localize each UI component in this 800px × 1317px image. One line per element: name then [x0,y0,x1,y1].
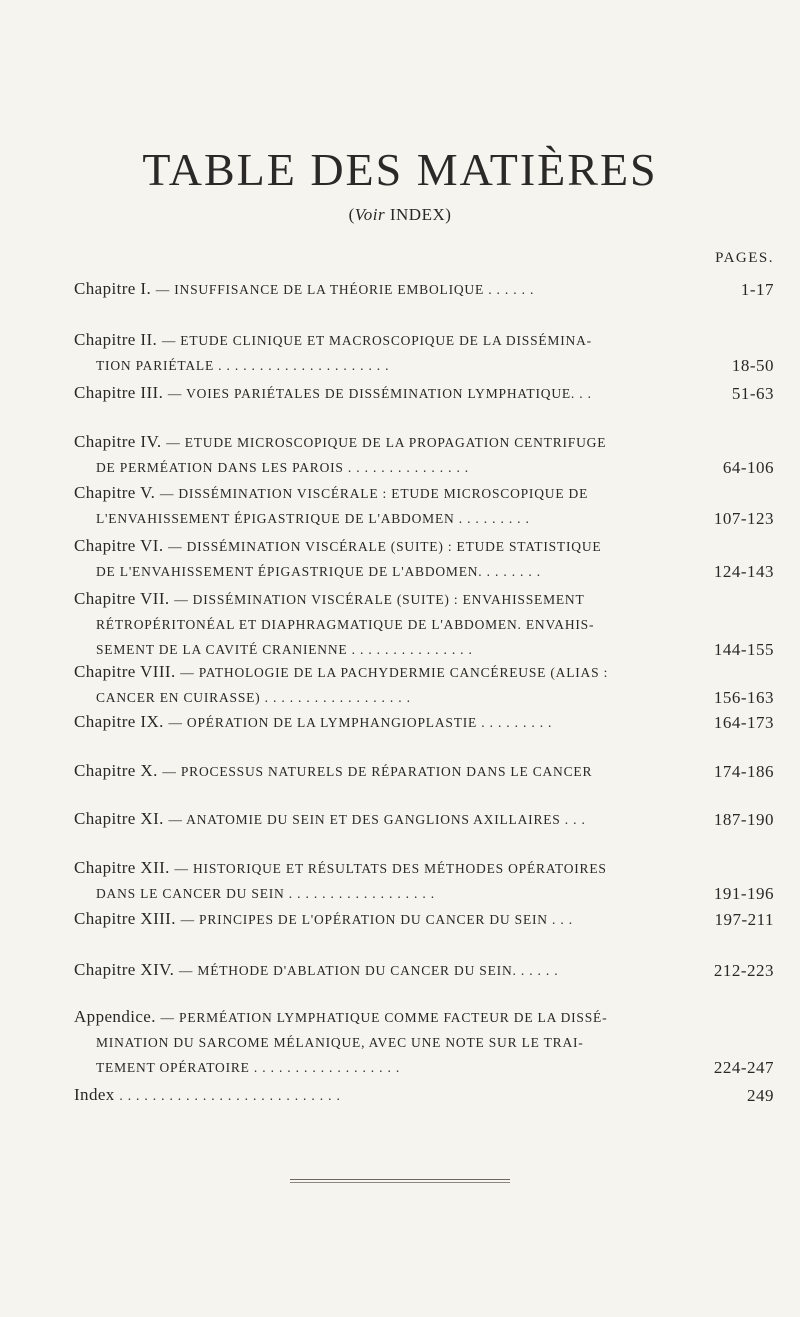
toc-entry-text: TION PARIÉTALE . . . . . . . . . . . . . . . . . . . . . [96,358,390,373]
toc-entry-text: DE L'ENVAHISSEMENT ÉPIGASTRIQUE DE L'ABDOMEN. . . . . . . . [96,564,541,579]
toc-entry-head: Chapitre XII. [74,858,175,877]
toc-entry-line [74,806,774,832]
toc-entry-text: . . . . . . . . . . . . . . . . . . . . . . . . . . . [119,1088,341,1103]
toc-entry-line [74,559,774,584]
toc-entry-text: — VOIES PARIÉTALES DE DISSÉMINATION LYMPHATIQUE. . . [167,386,592,401]
toc-entry-text: — PERMÉATION LYMPHATIQUE COMME FACTEUR DE LA DISSÉ- [160,1010,608,1025]
toc-entry-text: — DISSÉMINATION VISCÉRALE : ETUDE MICROSCOPIQUE DE [159,486,589,501]
toc-entry-pages: 124-143 [713,562,774,581]
toc-entry-pages: 212-223 [713,961,774,980]
toc-entry [74,327,774,378]
toc-entry [74,429,774,480]
toc-entry-text: CANCER EN CUIRASSE) . . . . . . . . . . . . . . . . . . [96,690,411,705]
toc-entry-line [74,1030,774,1055]
toc-entry-text: — INSUFFISANCE DE LA THÉORIE EMBOLIQUE . . . . . . [155,282,535,297]
toc-entry-text: RÉTROPÉRITONÉAL ET DIAPHRAGMATIQUE DE L'ABDOMEN. ENVAHIS- [96,617,595,632]
toc-entry-pages: 191-196 [713,884,774,903]
subtitle-index: INDEX) [385,205,452,224]
toc-entry-line [74,1082,774,1108]
toc-entry-text: — ETUDE MICROSCOPIQUE DE LA PROPAGATION CENTRIFUGE [166,435,607,450]
toc-entry-head: Chapitre IV. [74,432,167,451]
toc-entry [74,659,774,710]
toc-entry-text: — DISSÉMINATION VISCÉRALE (SUITE) : ENVAHISSEMENT [174,592,585,607]
toc-entry-line [74,455,774,480]
toc-entry-line [74,685,774,710]
toc-entry-head: Chapitre III. [74,383,168,402]
toc-entry-text: — ANATOMIE DU SEIN ET DES GANGLIONS AXILLAIRES . . . [168,812,586,827]
toc-entry-pages: 174-186 [713,762,774,781]
toc-entry-line [74,855,774,881]
toc-entry-pages: 107-123 [713,509,774,528]
toc-entry-head: Chapitre VIII. [74,662,181,681]
toc-entry-pages: 144-155 [713,640,774,659]
toc-entry-pages: 1-17 [740,280,774,299]
toc-entry-line [74,429,774,455]
toc-entry-pages: 197-211 [714,910,774,929]
toc-entry [74,758,774,784]
toc-entry [74,709,774,735]
toc-entry-line [74,353,774,378]
toc-entry-pages: 51-63 [731,384,774,403]
toc-entry-text: — PROCESSUS NATURELS DE RÉPARATION DANS LE CANCER [162,764,593,779]
toc-entry-line [74,533,774,559]
toc-entry-text: DANS LE CANCER DU SEIN . . . . . . . . . . . . . . . . . . [96,886,435,901]
toc-entry-line [74,276,774,302]
toc-entry-pages: 164-173 [713,713,774,732]
toc-entry [74,906,774,932]
toc-entry-text: — ETUDE CLINIQUE ET MACROSCOPIQUE DE LA DISSÉMINA- [161,333,592,348]
toc-entry-line [74,881,774,906]
toc-entry-text: — HISTORIQUE ET RÉSULTATS DES MÉTHODES OPÉRATOIRES [174,861,607,876]
toc-entry [74,276,774,302]
toc-entry-line [74,1004,774,1030]
toc-entry-line [74,659,774,685]
toc-entry-head: Index [74,1085,120,1104]
toc-entry-text: DE PERMÉATION DANS LES PAROIS . . . . . . . . . . . . . . . [96,460,469,475]
toc-entry-text: — DISSÉMINATION VISCÉRALE (SUITE) : ETUDE STATISTIQUE [168,539,602,554]
toc-entry-text: — PATHOLOGIE DE LA PACHYDERMIE CANCÉREUSE (ALIAS : [180,665,609,680]
toc-entry [74,855,774,906]
toc-entry-line [74,612,774,637]
toc-entry-line [74,1055,774,1080]
toc-entry-line [74,380,774,406]
pages-column-header: PAGES. [715,250,774,266]
toc-entry [74,533,774,584]
toc-entry-head: Chapitre X. [74,761,163,780]
closing-rule [290,1179,510,1180]
toc-entry-pages: 156-163 [713,688,774,707]
toc-entry [74,480,774,531]
toc-entry-pages: 187-190 [713,810,774,829]
toc-entry-pages: 249 [747,1086,774,1105]
toc-entry-pages: 18-50 [731,356,774,375]
page-title: TABLE DES MATIÈRES [142,144,658,195]
toc-entry [74,586,774,662]
toc-entry-line [74,957,774,983]
toc-entry [74,1082,774,1108]
toc-entry-line [74,906,774,932]
toc-entry-text: — PRINCIPES DE L'OPÉRATION DU CANCER DU SEIN . . . [180,912,573,927]
toc-entry [74,1004,774,1080]
toc-entry-line [74,758,774,784]
toc-entry-line [74,480,774,506]
closing-rule-second [290,1182,510,1183]
toc-entry-pages: 64-106 [722,458,774,477]
toc-entry-text: TEMENT OPÉRATOIRE . . . . . . . . . . . . . . . . . . [96,1060,401,1075]
toc-entry-head: Chapitre XIII. [74,909,181,928]
toc-entry-head: Chapitre V. [74,483,160,502]
toc-entry-head: Chapitre I. [74,279,156,298]
toc-entry-head: Chapitre IX. [74,712,169,731]
toc-entry-head: Chapitre II. [74,330,162,349]
toc-entry-text: MINATION DU SARCOME MÉLANIQUE, AVEC UNE NOTE SUR LE TRAI- [96,1035,584,1050]
toc-entry-head: Chapitre VII. [74,589,175,608]
toc-entry-head: Appendice. [74,1007,161,1026]
toc-entry-text: L'ENVAHISSEMENT ÉPIGASTRIQUE DE L'ABDOMEN . . . . . . . . . [96,511,530,526]
toc-entry-pages: 224-247 [713,1058,774,1077]
toc-entry [74,957,774,983]
toc-entry-head: Chapitre XI. [74,809,169,828]
toc-entry-line [74,506,774,531]
toc-entry-line [74,709,774,735]
toc-entry-text: — OPÉRATION DE LA LYMPHANGIOPLASTIE . . . . . . . . . [168,715,553,730]
toc-entry-head: Chapitre XIV. [74,960,179,979]
subtitle-voir: Voir [354,205,386,224]
toc-entry-line [74,586,774,612]
subtitle-open: ( [348,205,355,224]
toc-entry [74,806,774,832]
subtitle [0,205,800,225]
toc-entry-text: SEMENT DE LA CAVITÉ CRANIENNE . . . . . . . . . . . . . . . [96,642,473,657]
toc-entry-text: — MÉTHODE D'ABLATION DU CANCER DU SEIN. . . . . . [178,963,559,978]
toc-entry-line [74,327,774,353]
toc-entry-head: Chapitre VI. [74,536,169,555]
toc-entry [74,380,774,406]
